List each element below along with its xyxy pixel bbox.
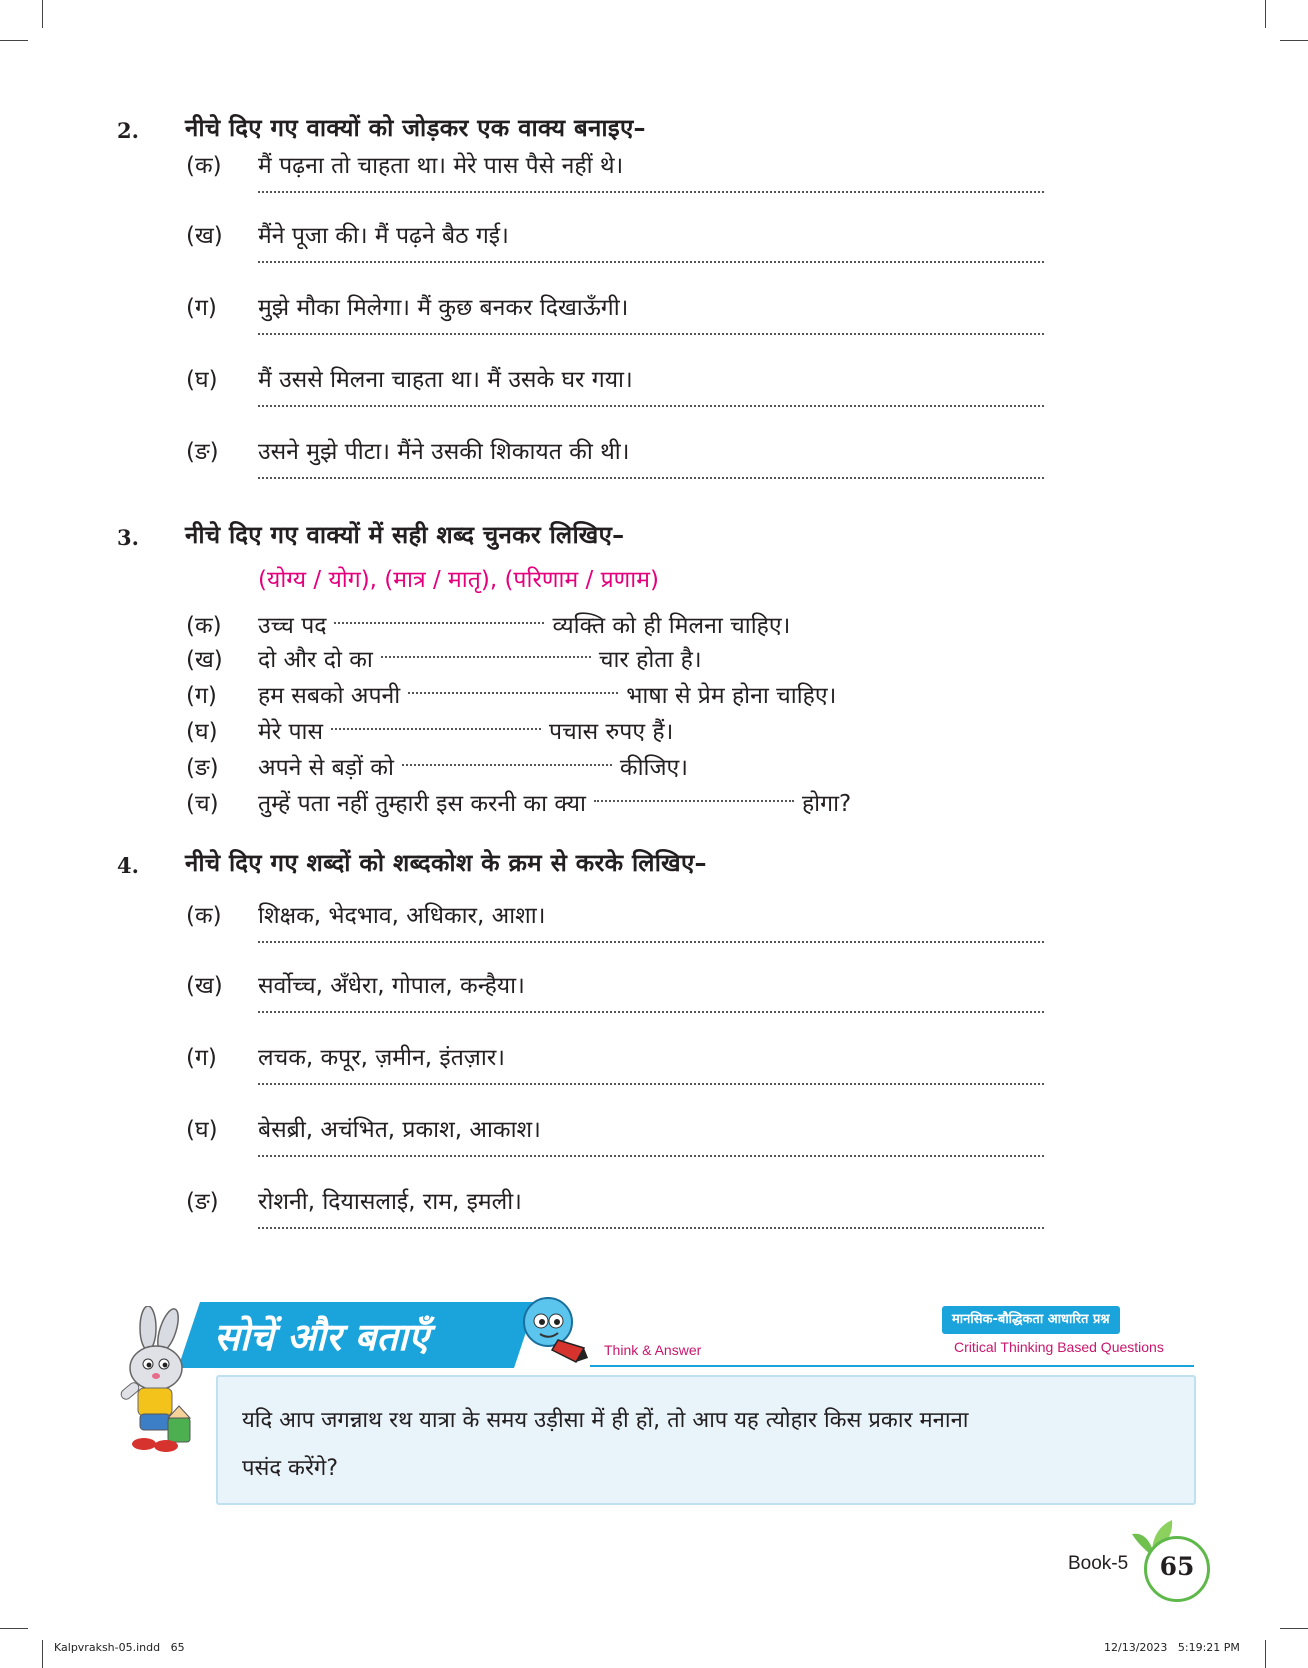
page-number: 65 [1159,1552,1195,1581]
item-text: मुझे मौका मिलेगा। मैं कुछ बनकर दिखाऊँगी। [258,295,629,321]
fill-blank-sentence [258,750,688,782]
sentence-start: अपने से बड़ों को [258,755,394,781]
answer-line[interactable] [258,941,1044,943]
crop-mark [0,1628,28,1629]
item-label: (ङ) [186,1189,219,1215]
question-box [216,1375,1196,1505]
crop-mark [1280,40,1308,41]
blank[interactable] [402,750,612,766]
blank[interactable] [408,678,618,694]
footer-timestamp: 12/13/2023 5:19:21 PM [1104,1641,1240,1654]
sentence-start: हम सबको अपनी [258,683,401,709]
question-number: 2. [117,118,139,143]
answer-line[interactable] [258,1083,1044,1085]
question-text-line-1: यदि आप जगन्नाथ रथ यात्रा के समय उड़ीसा में ही हों, तो आप यह त्योहार किस प्रकार मनाना [242,1408,969,1433]
question-title: नीचे दिए गए वाक्यों को जोड़कर एक वाक्य बनाइए– [185,114,646,142]
sentence-start: उच्च पद [258,613,327,639]
item-label: (ग) [186,1045,217,1071]
fill-blank-sentence [258,642,702,674]
fill-blank-sentence [258,608,790,640]
answer-line[interactable] [258,261,1044,263]
footer-file-info: Kalpvraksh-05.indd 65 [54,1641,185,1654]
item-label: (ग) [186,683,217,709]
crop-mark [42,0,43,28]
sentence-start: तुम्हें पता नहीं तुम्हारी इस करनी का क्या [258,791,586,817]
item-text: रोशनी, दियासलाई, राम, इमली। [258,1189,522,1215]
subtitle-english: Think & Answer [604,1342,702,1358]
item-label: (ख) [186,647,223,673]
question-title: नीचे दिए गए वाक्यों में सही शब्द चुनकर लिखिए– [185,521,625,549]
item-text: शिक्षक, भेदभाव, अधिकार, आशा। [258,903,546,929]
item-text: उसने मुझे पीटा। मैंने उसकी शिकायत की थी। [258,439,630,465]
fill-blank-sentence [258,714,673,746]
item-label: (क) [186,903,222,929]
fill-blank-sentence [258,786,851,818]
sentence-start: मेरे पास [258,719,324,745]
blank[interactable] [334,608,544,624]
crop-mark [1280,1628,1308,1629]
answer-line[interactable] [258,405,1044,407]
question-number: 3. [117,525,139,550]
answer-line[interactable] [258,477,1044,479]
item-label: (ङ) [186,755,219,781]
fill-blank-sentence [258,678,836,710]
item-label: (क) [186,613,222,639]
item-label: (च) [186,791,219,817]
blank[interactable] [331,714,541,730]
answer-line[interactable] [258,1227,1044,1229]
question-text-line-2: पसंद करेंगे? [242,1456,339,1481]
sentence-end: पचास रुपए हैं। [549,719,674,745]
crop-mark [1265,0,1266,28]
sentence-end: चार होता है। [598,647,702,673]
blank[interactable] [381,642,591,658]
item-label: (घ) [186,719,218,745]
answer-line[interactable] [258,333,1044,335]
blank[interactable] [594,786,794,802]
heading-text: सोचें और बताएँ [214,1314,429,1359]
crop-mark [1265,1640,1266,1668]
rabbit-mascot-icon [108,1306,203,1456]
question-number: 4. [117,853,139,878]
item-text: लचक, कपूर, ज़मीन, इंतज़ार। [258,1045,505,1071]
item-label: (घ) [186,367,218,393]
item-label: (घ) [186,1117,218,1143]
heading-banner [178,1302,536,1368]
item-label: (ङ) [186,439,219,465]
sentence-end: भाषा से प्रेम होना चाहिए। [626,683,837,709]
item-text: मैं उससे मिलना चाहता था। मैं उसके घर गया। [258,367,633,393]
item-text: मैं पढ़ना तो चाहता था। मेरे पास पैसे नहीं थे। [258,153,624,179]
crop-mark [42,1640,43,1668]
item-label: (ग) [186,295,217,321]
sentence-end: होगा? [801,791,852,817]
sentence-end: कीजिए। [619,755,688,781]
word-options: (योग्य / योग), (मात्र / मातृ), (परिणाम / प्रणाम) [258,567,659,593]
crop-mark [0,40,28,41]
bulb-mascot-icon [518,1292,590,1364]
item-text: बेसब्री, अचंभित, प्रकाश, आकाश। [258,1117,541,1143]
category-badge-english: Critical Thinking Based Questions [954,1339,1164,1355]
sentence-end: व्यक्ति को ही मिलना चाहिए। [552,613,791,639]
answer-line[interactable] [258,191,1044,193]
item-label: (ख) [186,223,223,249]
item-text: सर्वोच्च, अँधेरा, गोपाल, कन्हैया। [258,973,525,999]
item-label: (क) [186,153,222,179]
sentence-start: दो और दो का [258,647,373,673]
item-label: (ख) [186,973,223,999]
item-text: मैंने पूजा की। मैं पढ़ने बैठ गई। [258,223,509,249]
book-label: Book-5 [1068,1553,1129,1574]
answer-line[interactable] [258,1011,1044,1013]
page-number-circle [1144,1536,1210,1602]
category-badge: मानसिक-बौद्धिकता आधारित प्रश्न [942,1306,1120,1334]
question-title: नीचे दिए गए शब्दों को शब्दकोश के क्रम से करके लिखिए– [185,849,707,877]
section-rule [590,1365,1194,1367]
answer-line[interactable] [258,1155,1044,1157]
